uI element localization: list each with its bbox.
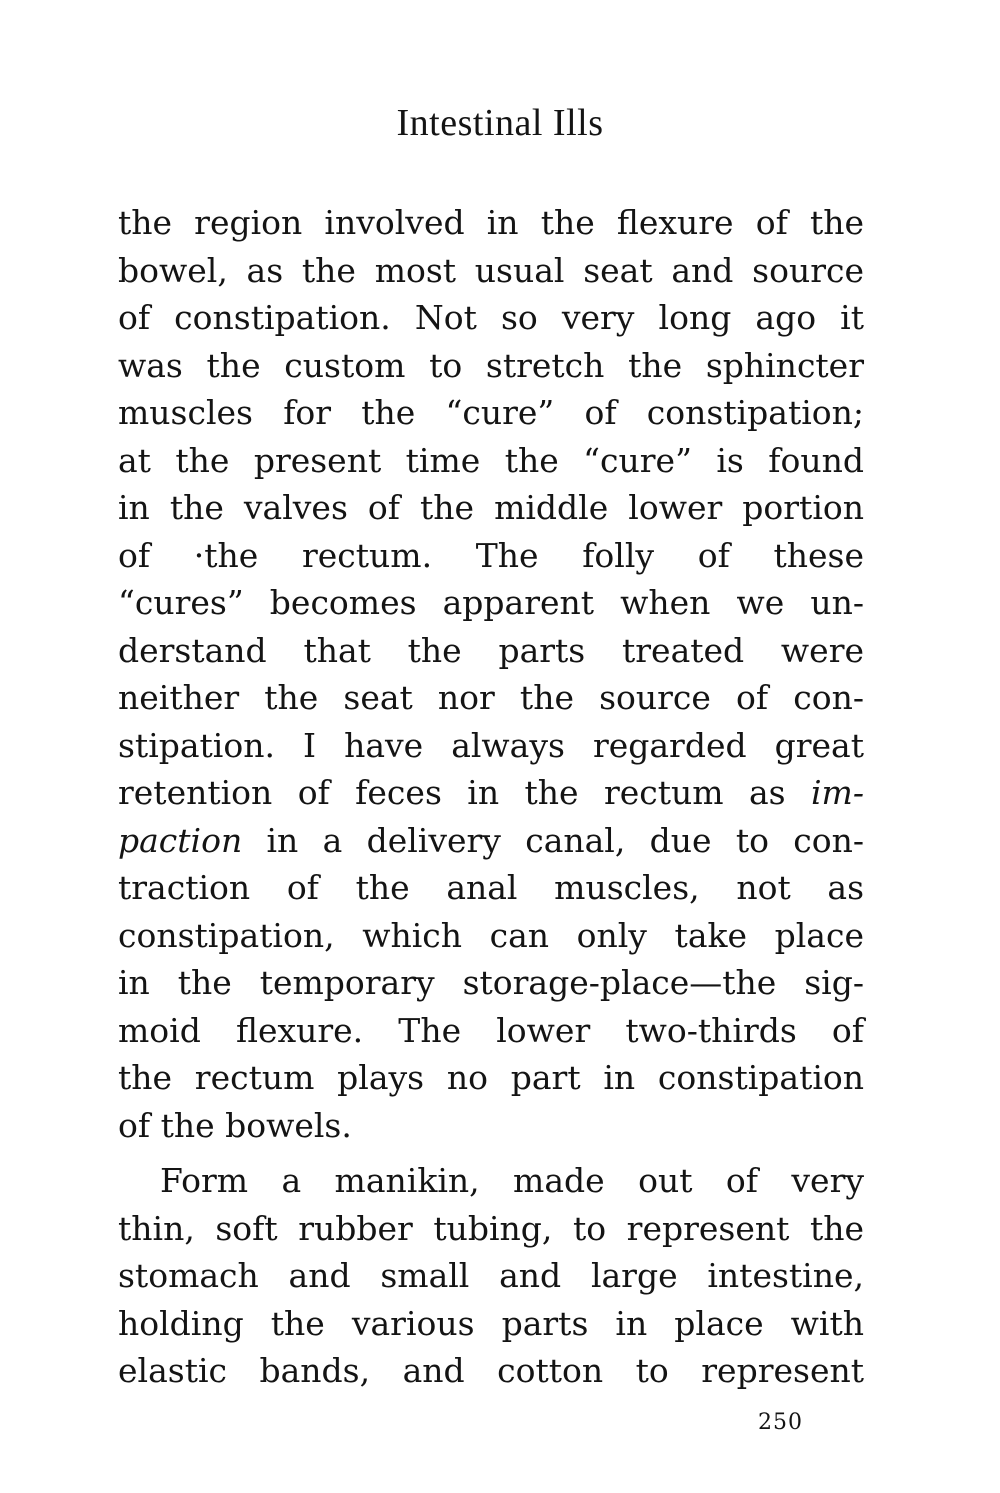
text-line: at the present time the “cure” is found [118, 440, 864, 480]
text-line: constipation, which can only take place [118, 915, 864, 955]
text-run: in a delivery canal, due to con- [242, 820, 864, 860]
text-line: neither the seat nor the source of con- [118, 678, 864, 717]
text-line: thin, soft rubber tubing, to represent the [118, 1208, 864, 1248]
text-line-mixed [118, 817, 864, 865]
text-line: derstand that the parts treated were [118, 630, 864, 670]
paragraph-2 [118, 1157, 864, 1395]
text-line: muscles for the “cure” of constipation; [118, 393, 864, 432]
text-line: in the temporary storage-place—the sig- [118, 963, 864, 1002]
text-line: of ·the rectum. The folly of these [118, 535, 864, 575]
text-line-mixed [118, 769, 864, 817]
text-line: traction of the anal muscles, not as [118, 868, 864, 907]
paragraph-gap [118, 1149, 864, 1157]
paragraph-1 [118, 199, 864, 1149]
text-line: “cures” becomes apparent when we un- [118, 583, 864, 622]
text-line: elastic bands, and cotton to represent [118, 1351, 864, 1390]
italic-run: im- [811, 773, 864, 812]
text-line: was the custom to stretch the sphincter [118, 345, 864, 385]
text-line: of constipation. Not so very long ago it [118, 298, 864, 337]
running-head: Intestinal Ills [396, 102, 604, 144]
text-line: of the bowels. [118, 1105, 352, 1145]
text-line: holding the various parts in place with [118, 1303, 864, 1343]
text-run: retention of feces in the rectum as [118, 773, 786, 812]
body-text [118, 199, 864, 1395]
italic-run: paction [118, 820, 243, 860]
text-line: moid flexure. The lower two-thirds of [118, 1010, 864, 1050]
text-line: the region involved in the flexure of the [118, 203, 864, 242]
text-line: stipation. I have always regarded great [118, 725, 864, 765]
text-line: Form a manikin, made out of very [160, 1161, 864, 1200]
text-line: bowel, as the most usual seat and source [118, 250, 864, 290]
text-line: the rectum plays no part in constipation [118, 1058, 864, 1097]
text-line: stomach and small and large intestine, [118, 1256, 864, 1295]
page-number: 250 [758, 1410, 803, 1435]
text-line: in the valves of the middle lower portion [118, 488, 864, 527]
